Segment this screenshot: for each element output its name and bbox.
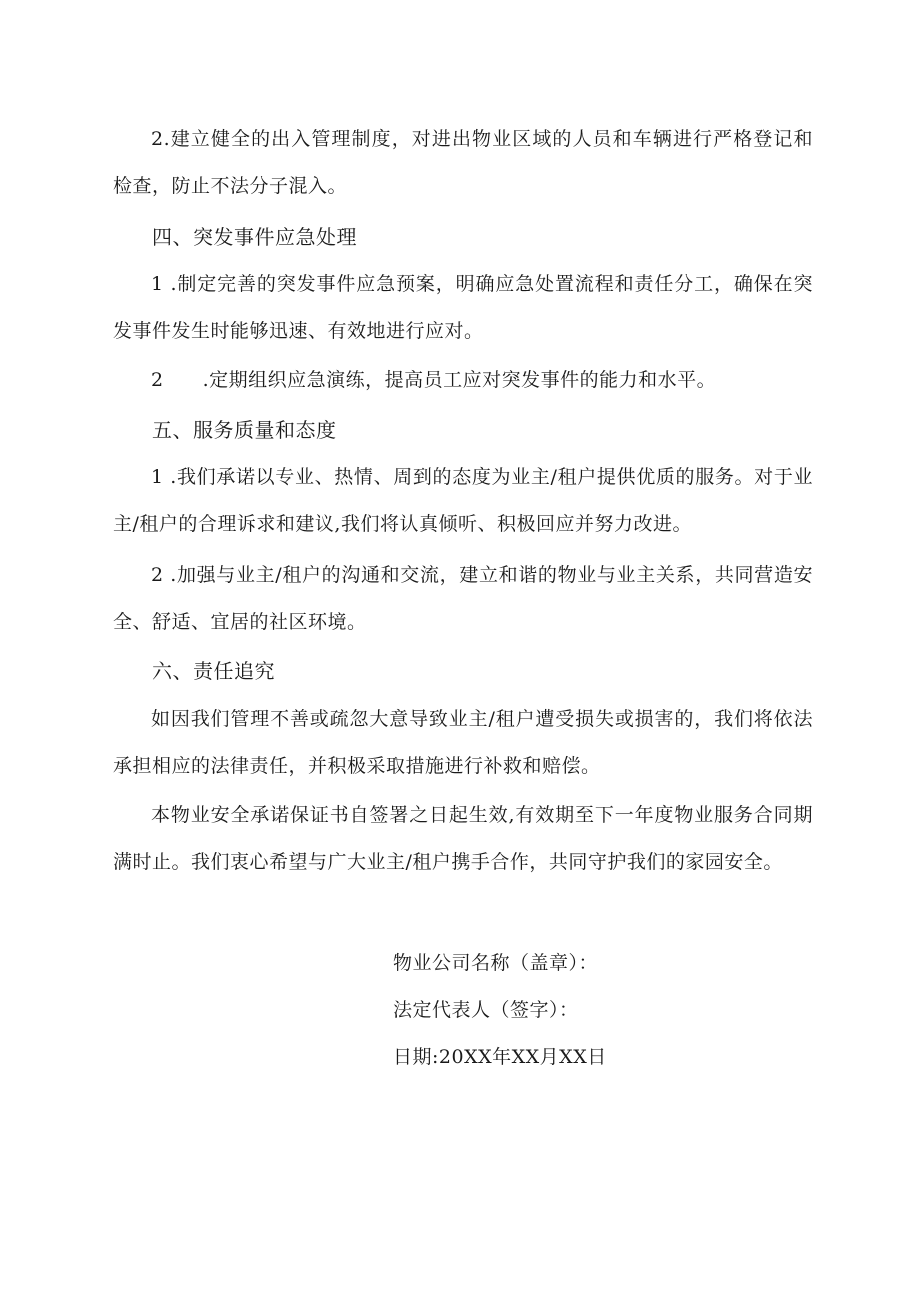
paragraph-entry-registration: 2.建立健全的出入管理制度，对进出物业区域的人员和车辆进行严格登记和检查，防止不法分子混入。: [113, 128, 813, 197]
section-heading-liability: 六、责任追究: [152, 659, 275, 683]
signature-representative-line: 法定代表人（签字）：: [393, 999, 579, 1021]
section-heading-emergency: 四、突发事件应急处理: [152, 225, 357, 249]
signature-date-line: 日期:20XX年XX月XX日: [393, 1046, 607, 1068]
paragraph-communication: 2 .加强与业主/租户的沟通和交流，建立和谐的物业与业主关系，共同营造安全、舒适、宜居的社区环境。: [113, 564, 813, 633]
section-heading-service-quality: 五、服务质量和态度: [152, 418, 337, 442]
signature-company-line: 物业公司名称（盖章）：: [393, 952, 599, 974]
paragraph-emergency-drill: 2 .定期组织应急演练，提高员工应对突发事件的能力和水平。: [151, 369, 717, 391]
paragraph-liability: 如因我们管理不善或疏忽大意导致业主/租户遭受损失或损害的，我们将依法承担相应的法律责任，并积极采取措施进行补救和赔偿。: [113, 708, 813, 777]
paragraph-validity: 本物业安全承诺保证书自签署之日起生效,有效期至下一年度物业服务合同期满时止。我们衷心希望与广大业主/租户携手合作，共同守护我们的家园安全。: [113, 804, 813, 873]
paragraph-emergency-plan: 1 .制定完善的突发事件应急预案，明确应急处置流程和责任分工，确保在突发事件发生时能够迅速、有效地进行应对。: [113, 273, 813, 342]
paragraph-service-commitment: 1 .我们承诺以专业、热情、周到的态度为业主/租户提供优质的服务。对于业主/租户的合理诉求和建议,我们将认真倾听、积极回应并努力改进。: [113, 466, 813, 535]
